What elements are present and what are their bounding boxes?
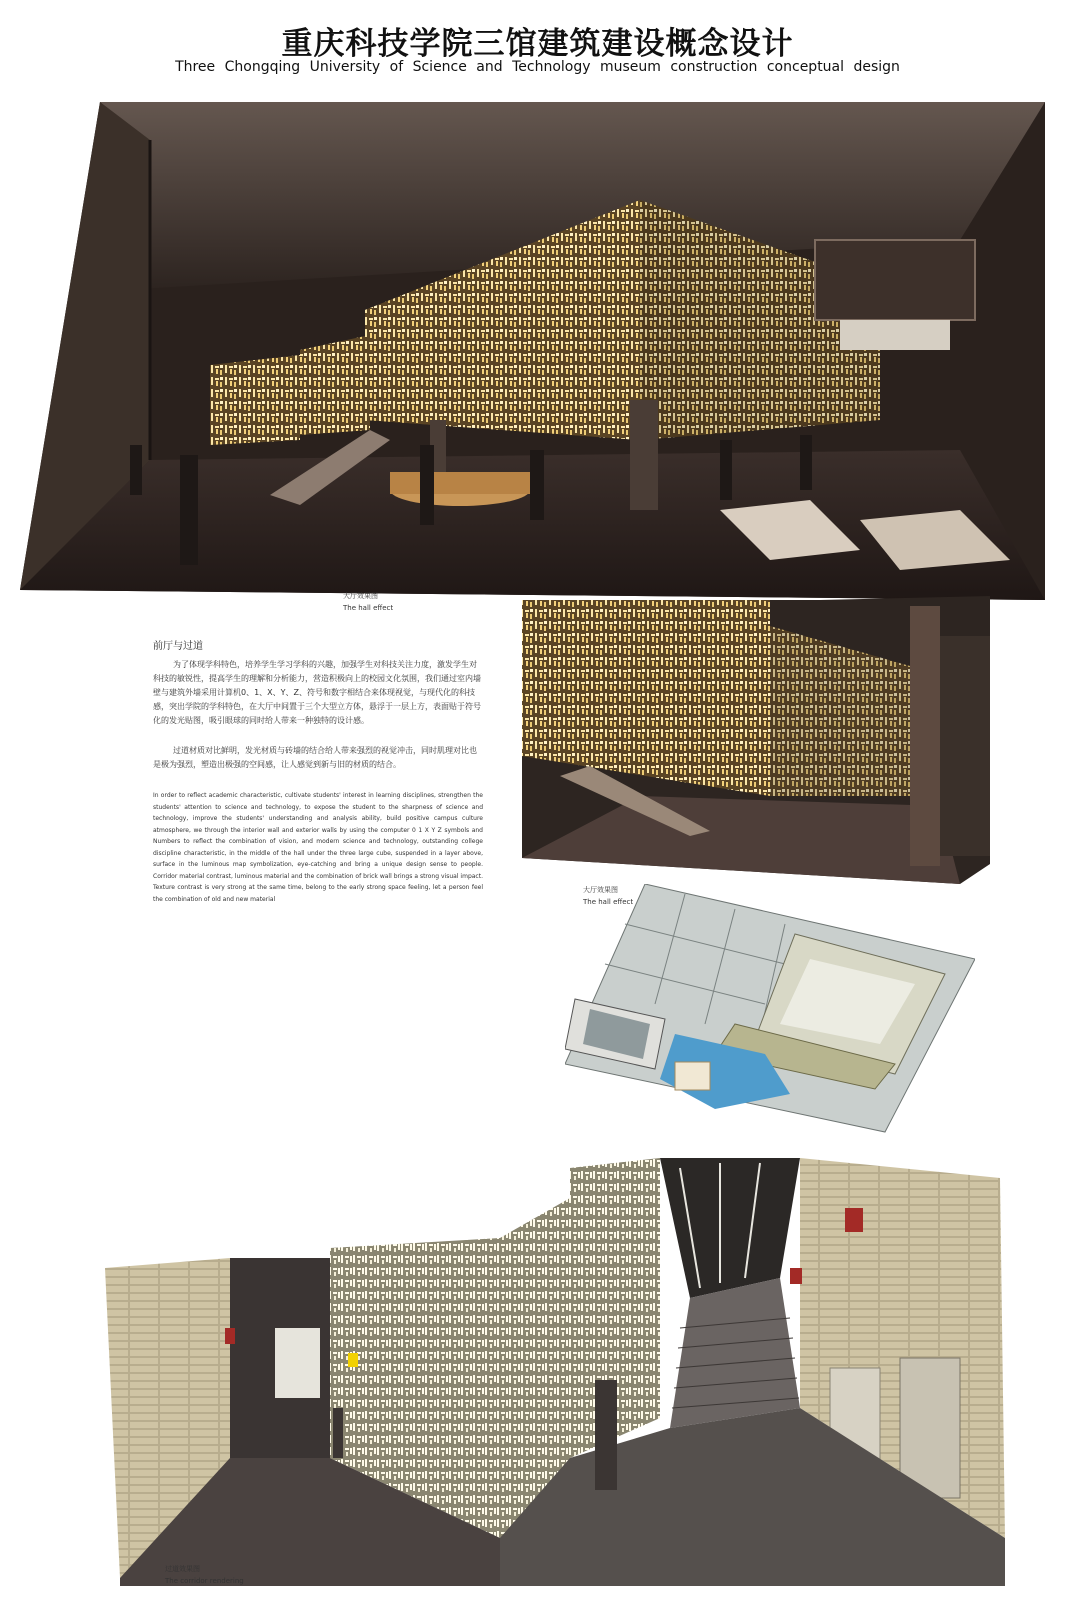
hall-caption [343, 590, 393, 614]
hall-caption-2-cn: 大厅效果图 [583, 886, 618, 894]
corridor-caption-en: The corridor rendering [165, 1577, 244, 1585]
corridor-caption [165, 1563, 244, 1587]
hall-rendering-secondary [520, 596, 1000, 886]
hall-caption-cn: 大厅效果图 [343, 592, 378, 600]
section-heading: 前厅与过道 [153, 641, 203, 652]
corridor-rendering [100, 1158, 1005, 1586]
poster-title: 重庆科技学院三馆建筑建设概念设计 [281, 26, 794, 62]
corridor-caption-cn: 过道效果图 [165, 1565, 200, 1573]
hall-caption-en: The hall effect [343, 604, 394, 612]
hall-rendering-main [0, 100, 1060, 600]
poster-subtitle: Three Chongqing University of Science and Technology museum construction conceptual design [175, 59, 900, 75]
description-paragraph-cn-1: 为了体现学科特色，培养学生学习学科的兴趣，加强学生对科技关注力度，激发学生对科技的敏锐性，提高学生的理解和分析能力，营造积极向上的校园文化氛围，我们通过室内墙壁与建筑外墙采用计算机0、1、X、Y、Z、符号和数字相结合来体现视觉，与现代化的科技感，突出学院的学科特色，在大厅中间置于三个大型立方体，悬浮于一层上方，表面贴于符号化的发光贴图，吸引眼球的同时给人带来一种独特的设计感。 [153, 660, 481, 725]
description-paragraph-en: In order to reflect academic characteristic, cultivate students' interest in learning disciplines, strengthen the students' attention to science and technology, to expose the student to the sharpness of science and technology, improve the students' understanding and analysis ability, build positive campus culture atmosphere, we through the interior wall and exterior walls by using the computer 0 1 X Y Z symbols and Numbers to reflect the combination of vision, and modern science and technology, outstanding college discipline characteristic, in the middle of the hall under the three large cube, suspended in a layer above, surface in the luminous map symbolization, eye-catching and bring a unique design sense to people. Corridor material contrast, luminous material and the combination of brick wall brings a strong visual impact. Texture contrast is very strong at the same time, belong to the early strong space feeling, let a person feel the combination of old and new material [153, 792, 483, 903]
hall-caption-2-en: The hall effect [583, 898, 634, 906]
axonometric-plan-model [565, 884, 975, 1134]
description-paragraph-cn-2: 过道材质对比鲜明，发光材质与砖墙的结合给人带来强烈的视觉冲击，同时肌理对比也是极为强烈，塑造出极强的空间感，让人感觉到新与旧的材质的结合。 [153, 746, 477, 769]
